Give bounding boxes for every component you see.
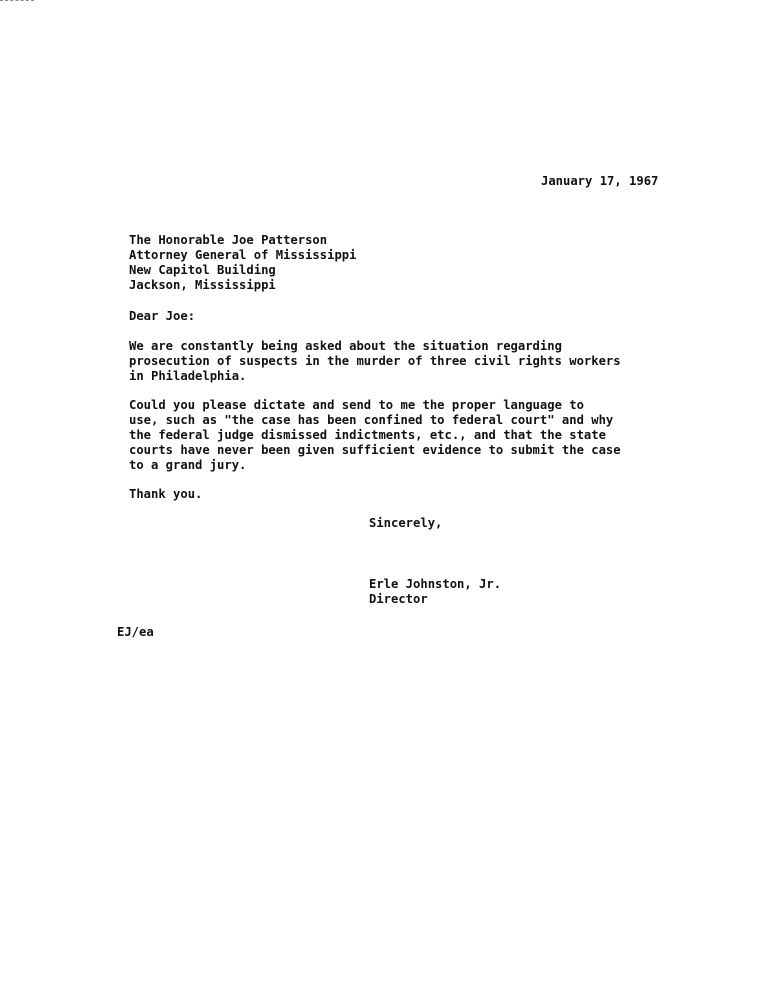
- typist-initials: EJ/ea: [117, 625, 154, 639]
- thank-you-line: Thank you.: [129, 487, 203, 501]
- recipient-name: The Honorable Joe Patterson: [129, 233, 328, 247]
- paragraph-line: use, such as "the case has been confined to federal court" and why: [129, 413, 614, 427]
- recipient-title: Attorney General of Mississippi: [129, 248, 357, 262]
- salutation: Dear Joe:: [129, 309, 196, 323]
- paragraph-line: the federal judge dismissed indictments, etc., and that the state: [129, 428, 606, 442]
- signature-title: Director: [369, 592, 428, 606]
- scan-corner-mark: [0, 0, 34, 1]
- paragraph-line: Could you please dictate and send to me the proper language to: [129, 398, 584, 412]
- paragraph-line: prosecution of suspects in the murder of three civil rights workers: [129, 354, 621, 368]
- paragraph-line: We are constantly being asked about the situation regarding: [129, 339, 562, 353]
- recipient-city: Jackson, Mississippi: [129, 278, 276, 292]
- signature-name: Erle Johnston, Jr.: [369, 577, 502, 591]
- closing: Sincerely,: [369, 516, 443, 530]
- paragraph-line: to a grand jury.: [129, 458, 247, 472]
- paragraph-line: courts have never been given sufficient evidence to submit the case: [129, 443, 621, 457]
- paragraph-line: in Philadelphia.: [129, 369, 247, 383]
- letter-date: January 17, 1967: [541, 174, 659, 188]
- recipient-building: New Capitol Building: [129, 263, 276, 277]
